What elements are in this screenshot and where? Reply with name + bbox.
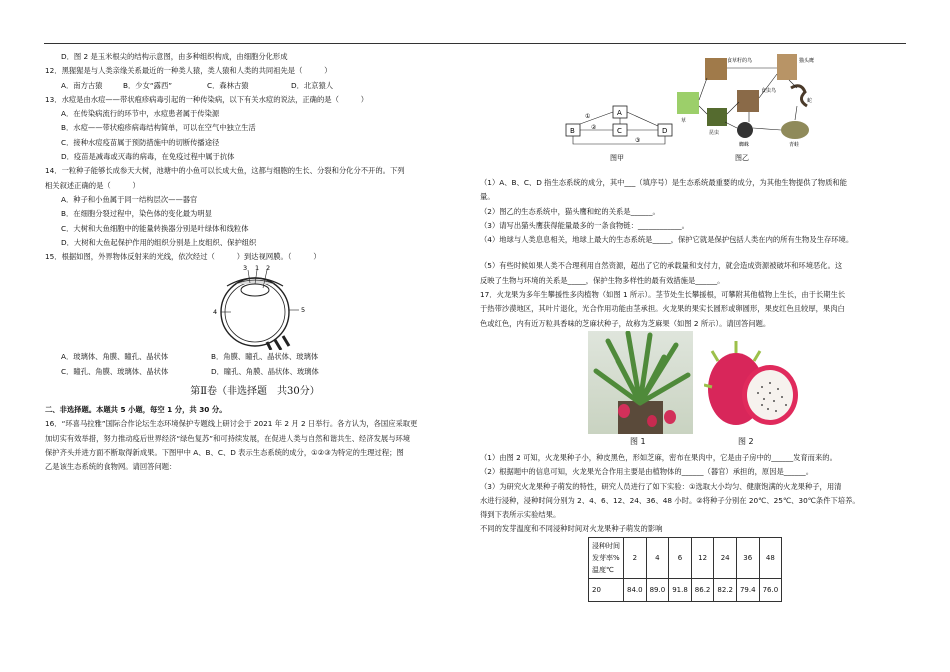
table-col-24: 24 <box>714 537 737 578</box>
table-cell: 82.2 <box>714 578 737 601</box>
q17-1: （1）由图 2 可知，火龙果种子小，种皮黑色，形如芝麻，密布在果肉中，它是由子房中的______发育而来的。 <box>480 452 837 462</box>
table-cell: 89.0 <box>646 578 669 601</box>
q13-option-b[interactable]: B．水痘——带状疱疹病毒结构简单，可以在空气中独立生活 <box>61 123 256 133</box>
q16-line3: 保护齐头并进方面不断取得新成果。下图甲中 A、B、C、D 表示生态系统的成分，①②③为特定的生理过程；图 <box>45 447 404 457</box>
question-15: 15．根据如图，外界物体反射来的光线，依次经过（ ）到达视网膜。（ ） <box>45 252 321 262</box>
q15-option-b[interactable]: B．角膜、瞳孔、晶状体、玻璃体 <box>211 352 319 362</box>
eye-label-5: 5 <box>301 306 306 315</box>
header-germination-rate: 发芽率% <box>592 553 620 562</box>
frog-picture <box>781 121 809 139</box>
q17-3-line2: 水进行浸种，浸种时间分别为 2、4、6、12、24、36、48 小时。②将种子分别在 20℃、25℃、30℃条件下培养。 <box>480 495 860 505</box>
label-grass: 草 <box>681 118 687 124</box>
q14-option-c[interactable]: C．大树和大鱼细胞中的能量转换器分别是叶绿体和线粒体 <box>61 223 249 233</box>
header-temperature: 温度℃ <box>592 565 614 574</box>
table-col-2: 2 <box>624 537 647 578</box>
q16-1-line1: （1）A、B、C、D 指生态系统的成分，其中___（填序号）是生态系统最重要的成分，为其他生物提供了物质和能 <box>480 178 847 187</box>
q12-option-a[interactable]: A．南方古猿 <box>61 80 103 90</box>
eye-label-3: 3 <box>243 264 248 273</box>
q15-options-row2 <box>45 365 465 379</box>
pitaya-plant-photo <box>588 331 693 434</box>
node-a: A <box>617 109 622 117</box>
q16-5-line1: （5）有些时候如果人类不合理利用自然资源，超出了它的承载量和支付力，就会造成资源被破坏和环境恶化。这 <box>480 261 843 271</box>
q16-5-line2: 反映了生物与环境的关系是_____，保护生物多样性的最有效措施是______。 <box>480 275 725 285</box>
eye-label-1: 1 <box>255 264 260 273</box>
mark-2: ② <box>591 124 597 131</box>
q16-2: （2）图乙的生态系统中，猫头鹰和蛇的关系是______。 <box>480 206 660 216</box>
table-cell: 84.0 <box>624 578 647 601</box>
q12-option-c[interactable]: C．森林古猿 <box>207 80 249 90</box>
label-seed-bird: 食草籽的鸟 <box>727 58 753 64</box>
q16-line1: 16．“环喜马拉雅”国际合作论坛生态环境保护专题线上研讨会于 2021 年 2 月 2 日举行。各方认为，各国应采取更 <box>45 419 418 429</box>
eye-cross-section <box>45 264 465 350</box>
q15-option-c[interactable]: C．瞳孔、角膜、玻璃体、晶状体 <box>61 366 169 376</box>
food-web <box>677 54 814 162</box>
q17-line2: 于热带沙漠地区，其叶片退化，光合作用功能由茎承担。火龙果的果实长圆形或卵圆形，果皮红色且较厚，果肉白 <box>480 304 845 314</box>
q16-4: （4）地球与人类息息相关，地球上最大的生态系统是_____，保护它就是保护包括人类在内的所有生物及生存环境。 <box>480 235 854 245</box>
table-cell: 86.2 <box>691 578 714 601</box>
figure-jia-caption: 图甲 <box>610 154 624 162</box>
node-d: D <box>662 127 668 135</box>
snake-picture <box>791 86 807 106</box>
diagram-ecosystem-cycle <box>566 106 672 162</box>
q14-option-d[interactable]: D．大树和大鱼起保护作用的组织分别是上皮组织、保护组织 <box>61 237 257 247</box>
q16-1-line2: 量。 <box>480 192 495 202</box>
pitaya-fruit-photo <box>704 331 802 434</box>
q16-3: （3）请写出猫头鹰获得能量最多的一条食物链：____________。 <box>480 220 689 230</box>
spacer <box>480 247 905 259</box>
table-cell: 79.4 <box>736 578 759 601</box>
table-cell: 91.8 <box>669 578 692 601</box>
header-rule <box>44 43 906 44</box>
q14-option-b[interactable]: B．在细胞分裂过程中，染色体的变化最为明显 <box>61 209 212 219</box>
question-14-line2: 相关叙述正确的是（ ） <box>45 180 140 190</box>
label-frog: 青蛙 <box>789 142 800 148</box>
label-insect-bird: 食虫鸟 <box>761 88 777 94</box>
label-insect: 昆虫 <box>709 130 720 136</box>
table-row-temp: 20 <box>589 578 624 601</box>
right-column <box>480 176 905 602</box>
left-column <box>45 50 465 475</box>
q14-option-a[interactable]: A．种子和小鱼属于同一结构层次——器官 <box>61 194 198 204</box>
table-col-12: 12 <box>691 537 714 578</box>
eye-label-4: 4 <box>213 308 218 317</box>
seed-bird-picture <box>705 58 727 80</box>
table-cell: 76.0 <box>759 578 782 601</box>
mark-1: ① <box>585 113 591 120</box>
q12-options <box>45 79 465 93</box>
spider-picture <box>737 122 753 138</box>
q13-option-d[interactable]: D．疫苗是减毒或灭毒的病毒，在免疫过程中属于抗体 <box>61 152 235 162</box>
eye-label-2: 2 <box>266 264 271 273</box>
q13-option-c[interactable]: C．接种水痘疫苗属于预防措施中的切断传播途径 <box>61 137 220 147</box>
q13-option-a[interactable]: A．在传染病流行的环节中，水痘患者属于传染源 <box>61 109 220 119</box>
germination-table <box>588 537 782 602</box>
insect-picture <box>707 108 727 126</box>
q17-3-line1: （3）为研究火龙果种子萌发的特性，研究人员进行了如下实验：①选取大小均匀、健康饱满的火龙果种子，用清 <box>480 481 842 491</box>
table-col-6: 6 <box>669 537 692 578</box>
plant-illustration <box>588 331 693 434</box>
table-col-48: 48 <box>759 537 782 578</box>
table-header-row <box>589 537 782 578</box>
part2-title: 第Ⅱ卷（非选择题 共30分） <box>190 386 320 398</box>
q12-option-d[interactable]: D．北京猿人 <box>291 80 334 90</box>
owl-picture <box>777 54 797 80</box>
q15-option-d[interactable]: D．瞳孔、角膜、晶状体、玻璃体 <box>211 366 319 376</box>
q12-option-b[interactable]: B．少女“露西” <box>123 80 173 90</box>
eye-diagram <box>45 264 465 350</box>
table-col-4: 4 <box>646 537 669 578</box>
table-title: 不同的发芽温度和不同浸种时间对火龙果种子萌发的影响 <box>480 524 663 534</box>
table-header-cell <box>589 537 624 578</box>
label-snake: 蛇 <box>807 98 813 104</box>
pitaya-photos <box>480 331 905 451</box>
grass-picture <box>677 92 699 114</box>
fruit-illustration <box>704 331 802 434</box>
table-row <box>589 578 782 601</box>
q17-line1: 17．火龙果为多年生攀援性多肉植物（如图 1 所示）。茎节处生长攀援根，可攀附其他植物上生长，由于长期生长 <box>480 290 846 300</box>
q17-2: （2）根据题中的信息可知，火龙果光合作用主要是由植物体的______（器官）承担的，原因是______。 <box>480 467 813 477</box>
figure-yi-caption: 图乙 <box>735 154 749 162</box>
figure-2-caption: 图 2 <box>738 436 754 446</box>
q17-line3: 色或红色，内有近万粒具香味的芝麻状种子，故称为芝麻果（如图 2 所示）。请回答问题。 <box>480 318 771 328</box>
node-c: C <box>617 127 622 135</box>
question-14-line1: 14．一粒种子能够长成参天大树，池塘中的小鱼可以长成大鱼，这都与细胞的生长、分裂和分化分不开的。下列 <box>45 166 405 176</box>
question-13: 13．水痘是由水痘——带状疱疹病毒引起的一种传染病，以下有关水痘的说法，正确的是（ ） <box>45 94 369 104</box>
figure-1-caption: 图 1 <box>630 436 646 446</box>
label-owl: 猫头鹰 <box>799 58 815 64</box>
section-2-heading: 二、非选择题。本题共 5 小题，每空 1 分，共 30 分。 <box>45 405 227 415</box>
mark-3: ③ <box>635 137 641 144</box>
q15-option-a[interactable]: A．玻璃体、角膜、瞳孔、晶状体 <box>61 352 169 362</box>
ecosystem-figures <box>565 50 905 170</box>
node-b: B <box>570 127 575 135</box>
table-col-36: 36 <box>736 537 759 578</box>
q16-line4: 乙是该生态系统的食物网。请回答问题： <box>45 462 177 472</box>
question-12: 12．黑猩猩是与人类亲缘关系最近的一种类人猿，类人猿和人类的共同祖先是（ ） <box>45 66 332 76</box>
q16-figures <box>565 50 835 170</box>
q16-line2: 加切实有效举措，努力推动疫后世界经济“绿色复苏”和可持续发展，在促进人类与自然和谐共生、经济发展与环境 <box>45 433 411 443</box>
q11-option-d: D．图 2 是玉米根尖的结构示意图，由多种组织构成，由细胞分化形成 <box>61 52 288 61</box>
header-soak-time: 浸种时间 <box>592 541 620 550</box>
q17-3-line3: 得到下表所示实验结果。 <box>480 510 561 520</box>
label-spider: 蜘蛛 <box>739 142 750 148</box>
q15-options-row1 <box>45 350 465 364</box>
insect-bird-picture <box>737 90 759 112</box>
